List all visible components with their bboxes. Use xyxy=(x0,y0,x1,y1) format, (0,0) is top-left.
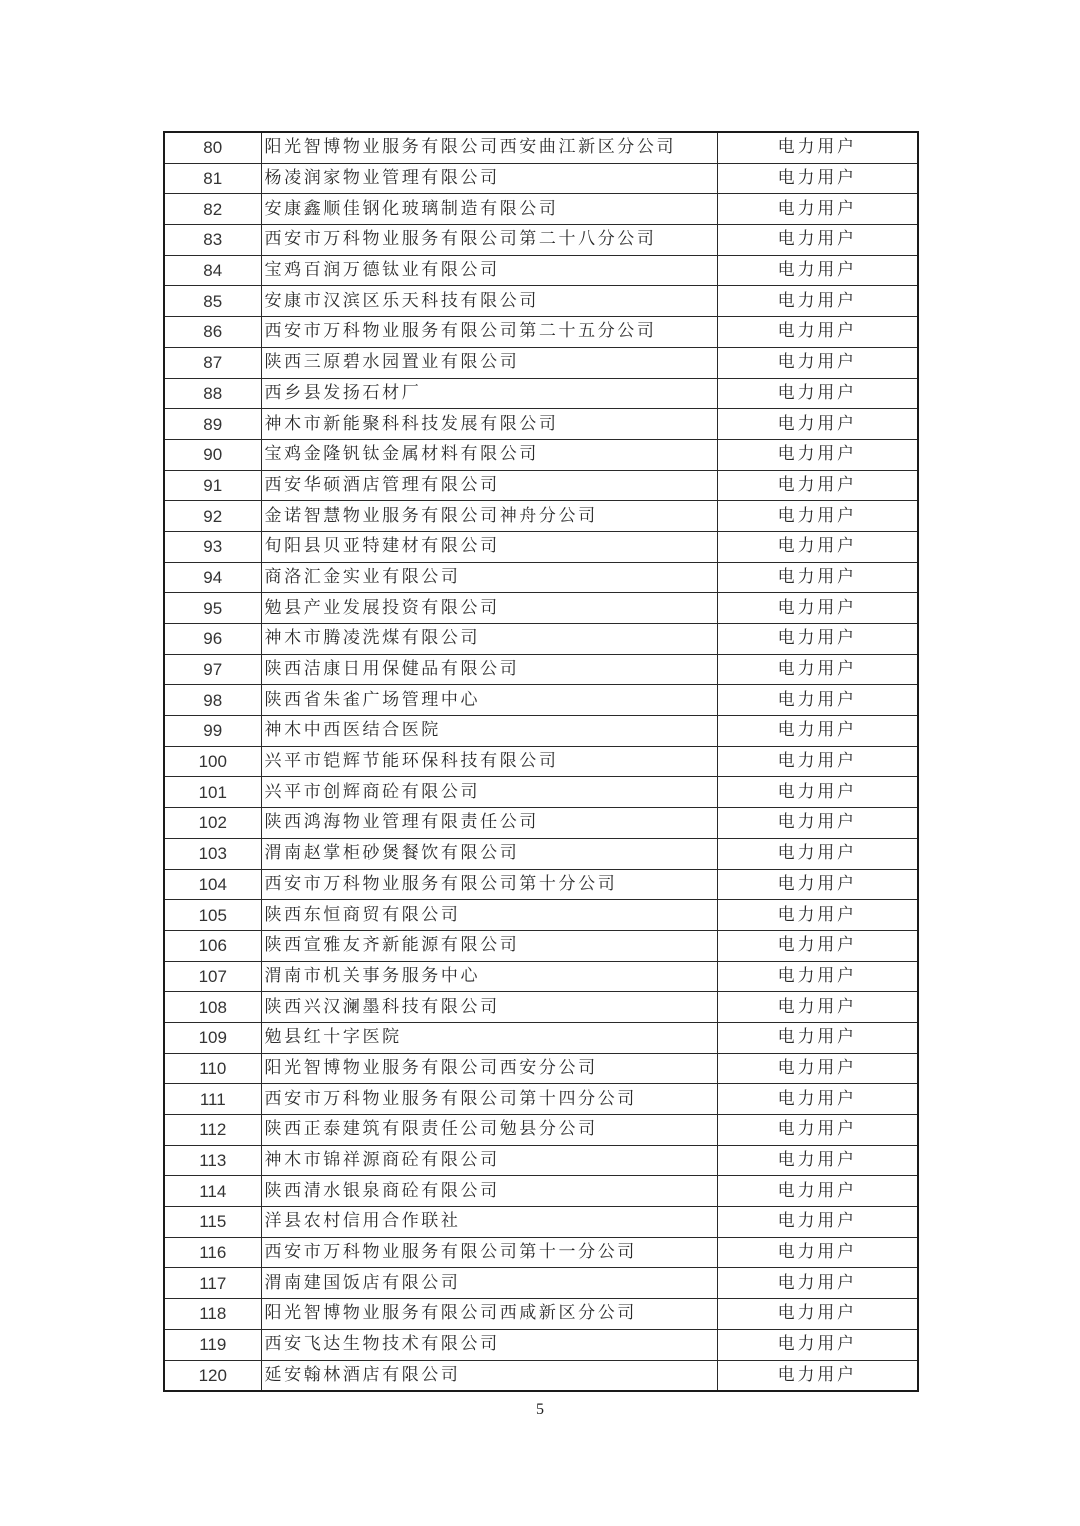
company-name-cell: 西安华硕酒店管理有限公司 xyxy=(261,470,717,501)
table-row xyxy=(164,132,918,163)
user-type-cell: 电力用户 xyxy=(717,470,918,501)
table-row xyxy=(164,1053,918,1084)
user-type-cell: 电力用户 xyxy=(717,1329,918,1360)
user-type-cell: 电力用户 xyxy=(717,808,918,839)
table-row xyxy=(164,347,918,378)
serial-number-cell: 111 xyxy=(164,1084,261,1115)
user-type-cell: 电力用户 xyxy=(717,716,918,747)
table-row xyxy=(164,531,918,562)
company-name-cell: 阳光智博物业服务有限公司西安分公司 xyxy=(261,1053,717,1084)
company-name-cell: 商洛汇金实业有限公司 xyxy=(261,562,717,593)
company-name-cell: 阳光智博物业服务有限公司西安曲江新区分公司 xyxy=(261,132,717,163)
user-type-cell: 电力用户 xyxy=(717,286,918,317)
table-row xyxy=(164,654,918,685)
table-row xyxy=(164,808,918,839)
serial-number-cell: 82 xyxy=(164,194,261,225)
user-type-cell: 电力用户 xyxy=(717,409,918,440)
company-name-cell: 洋县农村信用合作联社 xyxy=(261,1207,717,1238)
company-name-cell: 陕西省朱雀广场管理中心 xyxy=(261,685,717,716)
serial-number-cell: 110 xyxy=(164,1053,261,1084)
user-type-cell: 电力用户 xyxy=(717,838,918,869)
table-row xyxy=(164,1299,918,1330)
company-name-cell: 西安市万科物业服务有限公司第十一分公司 xyxy=(261,1237,717,1268)
company-name-cell: 陕西兴汉澜墨科技有限公司 xyxy=(261,992,717,1023)
company-name-cell: 西安飞达生物技术有限公司 xyxy=(261,1329,717,1360)
table-row xyxy=(164,900,918,931)
serial-number-cell: 115 xyxy=(164,1207,261,1238)
user-type-cell: 电力用户 xyxy=(717,1176,918,1207)
serial-number-cell: 117 xyxy=(164,1268,261,1299)
company-name-cell: 宝鸡金隆钒钛金属材料有限公司 xyxy=(261,439,717,470)
serial-number-cell: 118 xyxy=(164,1299,261,1330)
serial-number-cell: 86 xyxy=(164,317,261,348)
company-name-cell: 阳光智博物业服务有限公司西咸新区分公司 xyxy=(261,1299,717,1330)
user-type-cell: 电力用户 xyxy=(717,225,918,256)
table-row xyxy=(164,163,918,194)
user-type-cell: 电力用户 xyxy=(717,317,918,348)
table-row xyxy=(164,624,918,655)
table-row xyxy=(164,1022,918,1053)
user-type-cell: 电力用户 xyxy=(717,562,918,593)
company-name-cell: 杨凌润家物业管理有限公司 xyxy=(261,163,717,194)
serial-number-cell: 119 xyxy=(164,1329,261,1360)
serial-number-cell: 103 xyxy=(164,838,261,869)
user-type-cell: 电力用户 xyxy=(717,531,918,562)
table-row xyxy=(164,439,918,470)
serial-number-cell: 85 xyxy=(164,286,261,317)
company-name-cell: 兴平市铠辉节能环保科技有限公司 xyxy=(261,746,717,777)
table-row xyxy=(164,378,918,409)
serial-number-cell: 97 xyxy=(164,654,261,685)
table-row xyxy=(164,194,918,225)
user-type-cell: 电力用户 xyxy=(717,992,918,1023)
user-type-cell: 电力用户 xyxy=(717,1207,918,1238)
user-type-cell: 电力用户 xyxy=(717,869,918,900)
company-name-cell: 渭南赵掌柜砂煲餐饮有限公司 xyxy=(261,838,717,869)
company-name-cell: 渭南市机关事务服务中心 xyxy=(261,961,717,992)
user-type-cell: 电力用户 xyxy=(717,1115,918,1146)
serial-number-cell: 91 xyxy=(164,470,261,501)
serial-number-cell: 102 xyxy=(164,808,261,839)
table-row xyxy=(164,716,918,747)
user-type-cell: 电力用户 xyxy=(717,777,918,808)
user-type-cell: 电力用户 xyxy=(717,439,918,470)
user-type-cell: 电力用户 xyxy=(717,593,918,624)
company-name-cell: 延安翰林酒店有限公司 xyxy=(261,1360,717,1391)
company-name-cell: 安康鑫顺佳钢化玻璃制造有限公司 xyxy=(261,194,717,225)
company-name-cell: 宝鸡百润万德钛业有限公司 xyxy=(261,255,717,286)
user-type-cell: 电力用户 xyxy=(717,1053,918,1084)
serial-number-cell: 81 xyxy=(164,163,261,194)
company-name-cell: 陕西三原碧水园置业有限公司 xyxy=(261,347,717,378)
user-type-cell: 电力用户 xyxy=(717,746,918,777)
serial-number-cell: 116 xyxy=(164,1237,261,1268)
company-name-cell: 神木市新能聚科科技发展有限公司 xyxy=(261,409,717,440)
serial-number-cell: 112 xyxy=(164,1115,261,1146)
table-row xyxy=(164,777,918,808)
serial-number-cell: 104 xyxy=(164,869,261,900)
user-type-cell: 电力用户 xyxy=(717,255,918,286)
page-number: 5 xyxy=(536,1401,544,1418)
table-row xyxy=(164,409,918,440)
serial-number-cell: 94 xyxy=(164,562,261,593)
table-row xyxy=(164,1115,918,1146)
company-name-cell: 兴平市创辉商砼有限公司 xyxy=(261,777,717,808)
table-row xyxy=(164,1176,918,1207)
user-type-cell: 电力用户 xyxy=(717,347,918,378)
company-name-cell: 西安市万科物业服务有限公司第二十五分公司 xyxy=(261,317,717,348)
company-name-cell: 陕西宣雅友齐新能源有限公司 xyxy=(261,930,717,961)
user-type-cell: 电力用户 xyxy=(717,194,918,225)
serial-number-cell: 89 xyxy=(164,409,261,440)
serial-number-cell: 96 xyxy=(164,624,261,655)
user-type-cell: 电力用户 xyxy=(717,685,918,716)
table-row xyxy=(164,562,918,593)
table-row xyxy=(164,685,918,716)
serial-number-cell: 88 xyxy=(164,378,261,409)
user-type-cell: 电力用户 xyxy=(717,1145,918,1176)
table-row xyxy=(164,746,918,777)
company-name-cell: 西安市万科物业服务有限公司第十四分公司 xyxy=(261,1084,717,1115)
table-row xyxy=(164,992,918,1023)
table-row xyxy=(164,1084,918,1115)
serial-number-cell: 108 xyxy=(164,992,261,1023)
table-row xyxy=(164,1145,918,1176)
serial-number-cell: 98 xyxy=(164,685,261,716)
user-type-cell: 电力用户 xyxy=(717,132,918,163)
user-type-cell: 电力用户 xyxy=(717,1268,918,1299)
serial-number-cell: 100 xyxy=(164,746,261,777)
table-row xyxy=(164,1207,918,1238)
serial-number-cell: 90 xyxy=(164,439,261,470)
company-name-cell: 西安市万科物业服务有限公司第十分公司 xyxy=(261,869,717,900)
table-row xyxy=(164,1329,918,1360)
company-name-cell: 陕西清水银泉商砼有限公司 xyxy=(261,1176,717,1207)
user-type-cell: 电力用户 xyxy=(717,1360,918,1391)
serial-number-cell: 109 xyxy=(164,1022,261,1053)
user-type-cell: 电力用户 xyxy=(717,1237,918,1268)
user-type-cell: 电力用户 xyxy=(717,378,918,409)
company-name-cell: 陕西东恒商贸有限公司 xyxy=(261,900,717,931)
user-type-cell: 电力用户 xyxy=(717,501,918,532)
table-row xyxy=(164,869,918,900)
table-row xyxy=(164,286,918,317)
electricity-user-table xyxy=(163,131,919,1392)
user-type-cell: 电力用户 xyxy=(717,1299,918,1330)
table-row xyxy=(164,255,918,286)
user-type-cell: 电力用户 xyxy=(717,1084,918,1115)
table-row xyxy=(164,1360,918,1391)
company-name-cell: 安康市汉滨区乐天科技有限公司 xyxy=(261,286,717,317)
company-name-cell: 西乡县发扬石材厂 xyxy=(261,378,717,409)
company-name-cell: 勉县产业发展投资有限公司 xyxy=(261,593,717,624)
table-row xyxy=(164,593,918,624)
serial-number-cell: 113 xyxy=(164,1145,261,1176)
serial-number-cell: 114 xyxy=(164,1176,261,1207)
company-name-cell: 渭南建国饭店有限公司 xyxy=(261,1268,717,1299)
user-type-cell: 电力用户 xyxy=(717,1022,918,1053)
serial-number-cell: 99 xyxy=(164,716,261,747)
table-row xyxy=(164,961,918,992)
serial-number-cell: 107 xyxy=(164,961,261,992)
user-type-cell: 电力用户 xyxy=(717,163,918,194)
serial-number-cell: 87 xyxy=(164,347,261,378)
user-type-cell: 电力用户 xyxy=(717,654,918,685)
table-body xyxy=(164,132,918,1391)
serial-number-cell: 84 xyxy=(164,255,261,286)
serial-number-cell: 93 xyxy=(164,531,261,562)
serial-number-cell: 105 xyxy=(164,900,261,931)
company-name-cell: 金诺智慧物业服务有限公司神舟分公司 xyxy=(261,501,717,532)
table-row xyxy=(164,317,918,348)
user-type-cell: 电力用户 xyxy=(717,930,918,961)
company-name-cell: 陕西洁康日用保健品有限公司 xyxy=(261,654,717,685)
table-row xyxy=(164,838,918,869)
serial-number-cell: 92 xyxy=(164,501,261,532)
table-row xyxy=(164,930,918,961)
company-name-cell: 旬阳县贝亚特建材有限公司 xyxy=(261,531,717,562)
user-type-cell: 电力用户 xyxy=(717,961,918,992)
company-name-cell: 神木中西医结合医院 xyxy=(261,716,717,747)
company-name-cell: 勉县红十字医院 xyxy=(261,1022,717,1053)
table-row xyxy=(164,1268,918,1299)
serial-number-cell: 95 xyxy=(164,593,261,624)
company-name-cell: 陕西鸿海物业管理有限责任公司 xyxy=(261,808,717,839)
serial-number-cell: 80 xyxy=(164,132,261,163)
table-row xyxy=(164,1237,918,1268)
serial-number-cell: 83 xyxy=(164,225,261,256)
company-name-cell: 神木市锦祥源商砼有限公司 xyxy=(261,1145,717,1176)
serial-number-cell: 101 xyxy=(164,777,261,808)
user-type-cell: 电力用户 xyxy=(717,900,918,931)
table-row xyxy=(164,501,918,532)
user-type-cell: 电力用户 xyxy=(717,624,918,655)
table-row xyxy=(164,225,918,256)
serial-number-cell: 106 xyxy=(164,930,261,961)
company-name-cell: 陕西正泰建筑有限责任公司勉县分公司 xyxy=(261,1115,717,1146)
serial-number-cell: 120 xyxy=(164,1360,261,1391)
table-row xyxy=(164,470,918,501)
company-name-cell: 西安市万科物业服务有限公司第二十八分公司 xyxy=(261,225,717,256)
company-name-cell: 神木市腾凌洗煤有限公司 xyxy=(261,624,717,655)
